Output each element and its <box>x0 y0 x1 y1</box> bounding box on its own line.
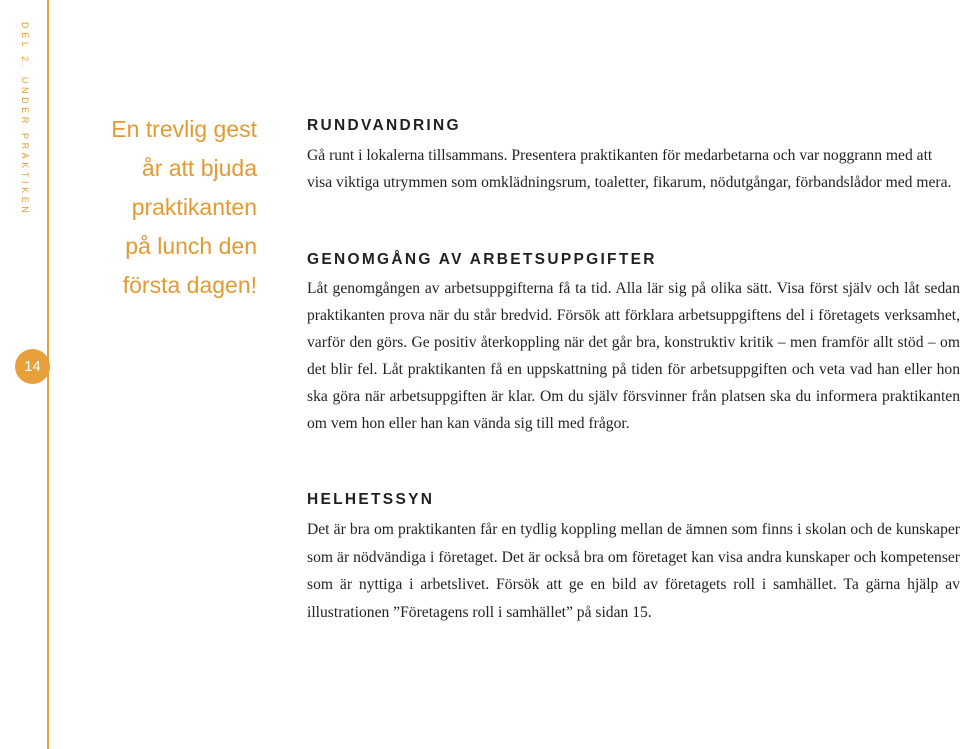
paragraph-helhetssyn: Det är bra om praktikanten får en tydlig koppling mellan de ämnen som finns i skolan och de kunskaper som är nödvändiga i företaget. Det är också bra om företaget kan visa andra kunskaper och kompetenser som är nyttiga i arbetslivet. Försök att ge en bild av företagets roll i samhället. Ta gärna hjälp av illustrationen ”Företagens roll i samhället” på sidan 15. <box>307 521 960 621</box>
pull-quote: En trevlig gest år att bjuda praktikanten på lunch den första dagen! <box>111 116 257 298</box>
paragraph-genomgang: Låt genomgången av arbetsuppgifterna få ta tid. Alla lär sig på olika sätt. Visa först själv och låt sedan praktikanten prova när du står bredvid. Försök att förklara arbetsuppgiftens del i företagets verksamhet, varför den görs. Ge positiv återkoppling när det går bra, konstruktiv kritik – men framför allt stöd – om det blir fel. Låt praktikanten få en uppskattning på tiden för arbetsuppgiften och veta vad han eller hon ska göra när arbetsuppgiften är klar. Om du själv försvinner från platsen ska du informera praktikanten om vem hon eller han kan vända sig till med frågor. <box>307 280 960 432</box>
section-label: DEL 2. UNDER PRAKTIKEN <box>20 22 30 217</box>
page-number: 14 <box>24 358 41 375</box>
page-number-badge <box>15 349 50 384</box>
heading-rundvandring: RUNDVANDRING <box>307 117 461 134</box>
heading-helhetssyn: HELHETSSYN <box>307 491 435 508</box>
heading-genomgang: GENOMGÅNG AV ARBETSUPPGIFTER <box>307 251 657 268</box>
paragraph-rundvandring: Gå runt i lokalerna tillsammans. Presentera praktikanten för medarbetarna och var noggrann med att visa viktiga utrymmen som omklädningsrum, toaletter, fikarum, nödutgångar, förbandslådor med mera. <box>307 147 952 191</box>
